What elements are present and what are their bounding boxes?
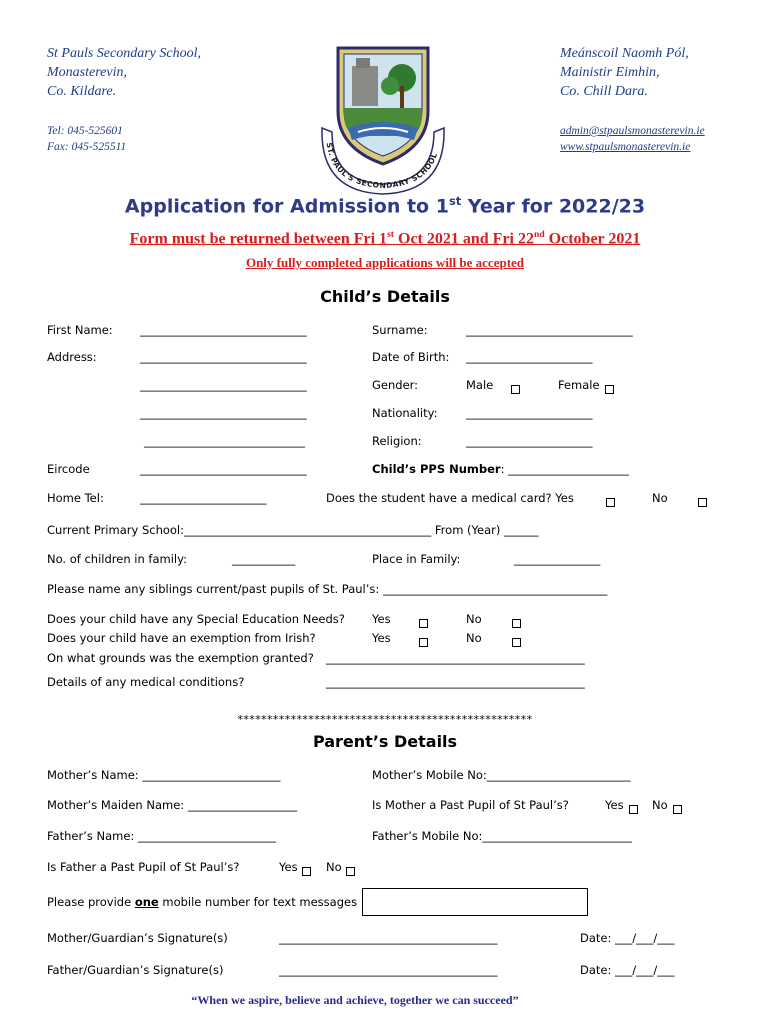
mother-date-row [580,931,675,945]
dob-field[interactable]: ______________________ [466,350,593,364]
address-label: Address: [47,350,97,364]
father-past-no-checkbox[interactable] [346,861,355,880]
medical-conditions-field[interactable]: _____________________________________________ [326,675,585,689]
eircode-field[interactable]: _____________________________ [140,462,307,476]
nationality-field[interactable]: ______________________ [466,406,593,420]
place-field[interactable]: _______________ [514,552,601,566]
father-date-field[interactable]: ___/___/___ [615,963,675,977]
father-date-row [580,963,675,977]
page-title: Application for Admission to 1st Year for 2022/23 [124,194,646,218]
parent-details-heading: Parent’s Details [312,732,458,751]
primary-school-label: Current Primary School: [47,523,184,537]
mother-signature-field[interactable]: ______________________________________ [279,931,498,945]
siblings-row [47,582,607,596]
gender-label: Gender: [372,378,419,392]
sen-yes-checkbox[interactable] [419,613,428,632]
address-line: Co. Chill Dara. [560,84,648,99]
address-line: Co. Kildare. [47,84,117,99]
father-mobile-field[interactable]: __________________________ [482,829,632,843]
child-details-heading: Child’s Details [320,287,450,306]
male-checkbox[interactable] [511,379,520,398]
religion-field[interactable]: ______________________ [466,434,593,448]
irish-yes-label: Yes [372,631,391,645]
pps-label: Child’s PPS Number: _____________________ [372,462,629,476]
mother-name-row [47,768,280,782]
home-tel-label: Home Tel: [47,491,104,505]
text-mobile-label: Please provide one mobile number for text messages [47,895,358,909]
mother-mobile-row [372,768,631,782]
female-label: Female [558,378,600,392]
svg-text:ST. PAUL'S SECONDARY SCHOOL: ST. PAUL'S SECONDARY SCHOOL [324,141,440,191]
tel: Tel: 045-525601 [47,125,123,137]
mother-mobile-field[interactable]: _________________________ [486,768,631,782]
father-name-row [47,829,276,843]
surname-field[interactable]: _____________________________ [466,323,633,337]
nationality-label: Nationality: [372,406,438,420]
sen-no-checkbox[interactable] [512,613,521,632]
mother-mobile-label: Mother’s Mobile No: [372,768,487,782]
first-name-field[interactable]: _____________________________ [140,323,307,337]
address-line: Monasterevin, [47,65,127,80]
children-count-label: No. of children in family: [47,552,187,566]
website-link[interactable]: www.stpaulsmonasterevin.ie [560,141,691,153]
deadline-notice: Form must be returned between Fri 1st Oct 2021 and Fri 22nd October 2021 [129,229,641,248]
father-past-pupil-question: Is Father a Past Pupil of St Paul’s? [47,860,240,874]
sen-yes-label: Yes [372,612,391,626]
first-name-label: First Name: [47,323,113,337]
father-signature-label: Father/Guardian’s Signature(s) [47,963,224,977]
father-mobile-row [372,829,632,843]
father-date-label: Date: [580,963,612,977]
sen-no-label: No [466,612,482,626]
from-year-label: From (Year) [434,523,501,537]
medical-conditions-label: Details of any medical conditions? [47,675,245,689]
irish-yes-checkbox[interactable] [419,632,428,651]
father-name-label: Father’s Name: [47,829,135,843]
male-label: Male [466,378,494,392]
fax: Fax: 045-525511 [47,141,127,153]
maiden-name-field[interactable]: ___________________ [187,798,298,812]
completion-notice: Only fully completed applications will be accepted [245,255,525,270]
eircode-label: Eircode [47,462,90,476]
father-mobile-label: Father’s Mobile No: [372,829,483,843]
mother-past-yes-label: Yes [605,798,624,812]
school-address-ga [560,44,689,101]
primary-school-field[interactable]: ___________________________________________ [184,523,432,537]
contact-web [560,123,705,155]
school-crest-logo [318,36,448,196]
mother-date-label: Date: [580,931,612,945]
address-field-3[interactable]: _____________________________ [140,406,307,420]
mother-date-field[interactable]: ___/___/___ [615,931,675,945]
siblings-field[interactable]: _______________________________________ [382,582,608,596]
siblings-label: Please name any siblings current/past pupils of St. Paul’s: [47,582,380,596]
address-field-1[interactable]: _____________________________ [140,350,307,364]
exemption-grounds-label: On what grounds was the exemption granted? [47,651,314,665]
medical-card-question: Does the student have a medical card? Yes [326,491,574,505]
mother-signature-label: Mother/Guardian’s Signature(s) [47,931,228,945]
exemption-grounds-field[interactable]: _____________________________________________ [326,651,585,665]
medical-card-no-checkbox[interactable] [698,492,707,511]
address-line: Mainistir Eimhin, [560,65,660,80]
mother-past-no-label: No [652,798,668,812]
mother-past-pupil-question: Is Mother a Past Pupil of St Paul’s? [372,798,569,812]
mother-name-label: Mother’s Name: [47,768,139,782]
contact-phones [47,123,126,155]
address-line: St Pauls Secondary School, [47,46,201,61]
medical-card-no-label: No [652,491,668,505]
sen-question: Does your child have any Special Education Needs? [47,612,345,626]
medical-card-yes-checkbox[interactable] [606,492,615,511]
home-tel-field[interactable]: ______________________ [140,491,267,505]
primary-school-row [47,523,539,537]
father-name-field[interactable]: ________________________ [137,829,276,843]
father-signature-field[interactable]: ______________________________________ [279,963,498,977]
email-link[interactable]: admin@stpaulsmonasterevin.ie [560,125,705,137]
mother-past-no-checkbox[interactable] [673,799,682,818]
dob-label: Date of Birth: [372,350,450,364]
female-checkbox[interactable] [605,379,614,398]
irish-no-label: No [466,631,482,645]
mother-name-field[interactable]: ________________________ [142,768,281,782]
school-motto: “When we aspire, believe and achieve, together we can succeed” [191,993,519,1007]
address-line: Meánscoil Naomh Pól, [560,46,689,61]
section-separator: ************************************************** [237,713,533,726]
maiden-name-label: Mother’s Maiden Name: [47,798,185,812]
address-field-4[interactable]: ____________________________ [144,434,305,448]
father-past-yes-checkbox[interactable] [302,861,311,880]
surname-label: Surname: [372,323,428,337]
irish-question: Does your child have an exemption from Irish? [47,631,316,645]
from-year-field[interactable]: ______ [504,523,539,537]
children-count-field[interactable]: ___________ [232,552,296,566]
place-label: Place in Family: [372,552,461,566]
father-past-no-label: No [326,860,342,874]
maiden-name-row [47,798,297,812]
father-past-yes-label: Yes [279,860,298,874]
pps-field[interactable]: _____________________ [508,462,629,476]
religion-label: Religion: [372,434,422,448]
text-mobile-input[interactable] [362,888,588,916]
mother-past-yes-checkbox[interactable] [629,799,638,818]
school-address-en [47,44,201,101]
irish-no-checkbox[interactable] [512,632,521,651]
address-field-2[interactable]: _____________________________ [140,378,307,392]
